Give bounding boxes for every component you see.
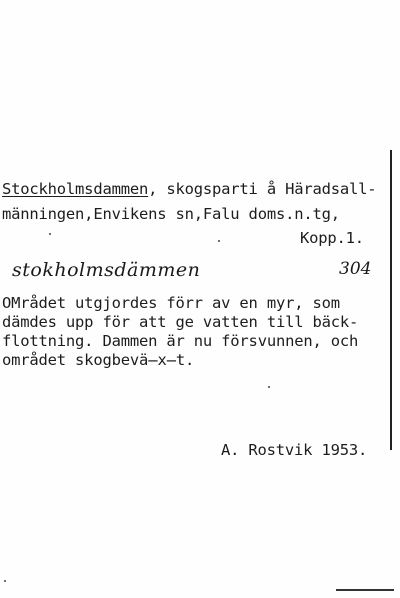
reference-code: Kopp.1. — [300, 229, 364, 247]
body-line-1: OMrådet utgjordes förr av en myr, som — [2, 294, 340, 312]
heading-line-2: männingen,Envikens sn,Falu doms.n.tg, — [2, 205, 340, 223]
ink-speck — [268, 386, 270, 388]
heading-description: , skogsparti å Häradsall- — [148, 180, 377, 198]
body-line-2: dämdes upp för att ge vatten till bäck- — [2, 313, 359, 331]
body-line-3: flottning. Dammen är nu försvunnen, och — [2, 332, 359, 350]
card-bottom-edge — [336, 589, 394, 591]
place-name: Stockholmsdammen — [2, 180, 149, 198]
handwritten-name: stokholmsdämmen — [12, 259, 201, 281]
signature: A. Rostvik 1953. — [221, 441, 368, 459]
ink-speck — [4, 580, 6, 582]
handwritten-number: 304 — [339, 259, 372, 279]
heading-line-1 — [2, 182, 376, 198]
body-line-4: området skogbevä̶x̶t. — [2, 351, 195, 369]
ink-speck — [218, 240, 220, 242]
card-right-edge — [390, 150, 392, 450]
ink-speck — [49, 233, 51, 235]
